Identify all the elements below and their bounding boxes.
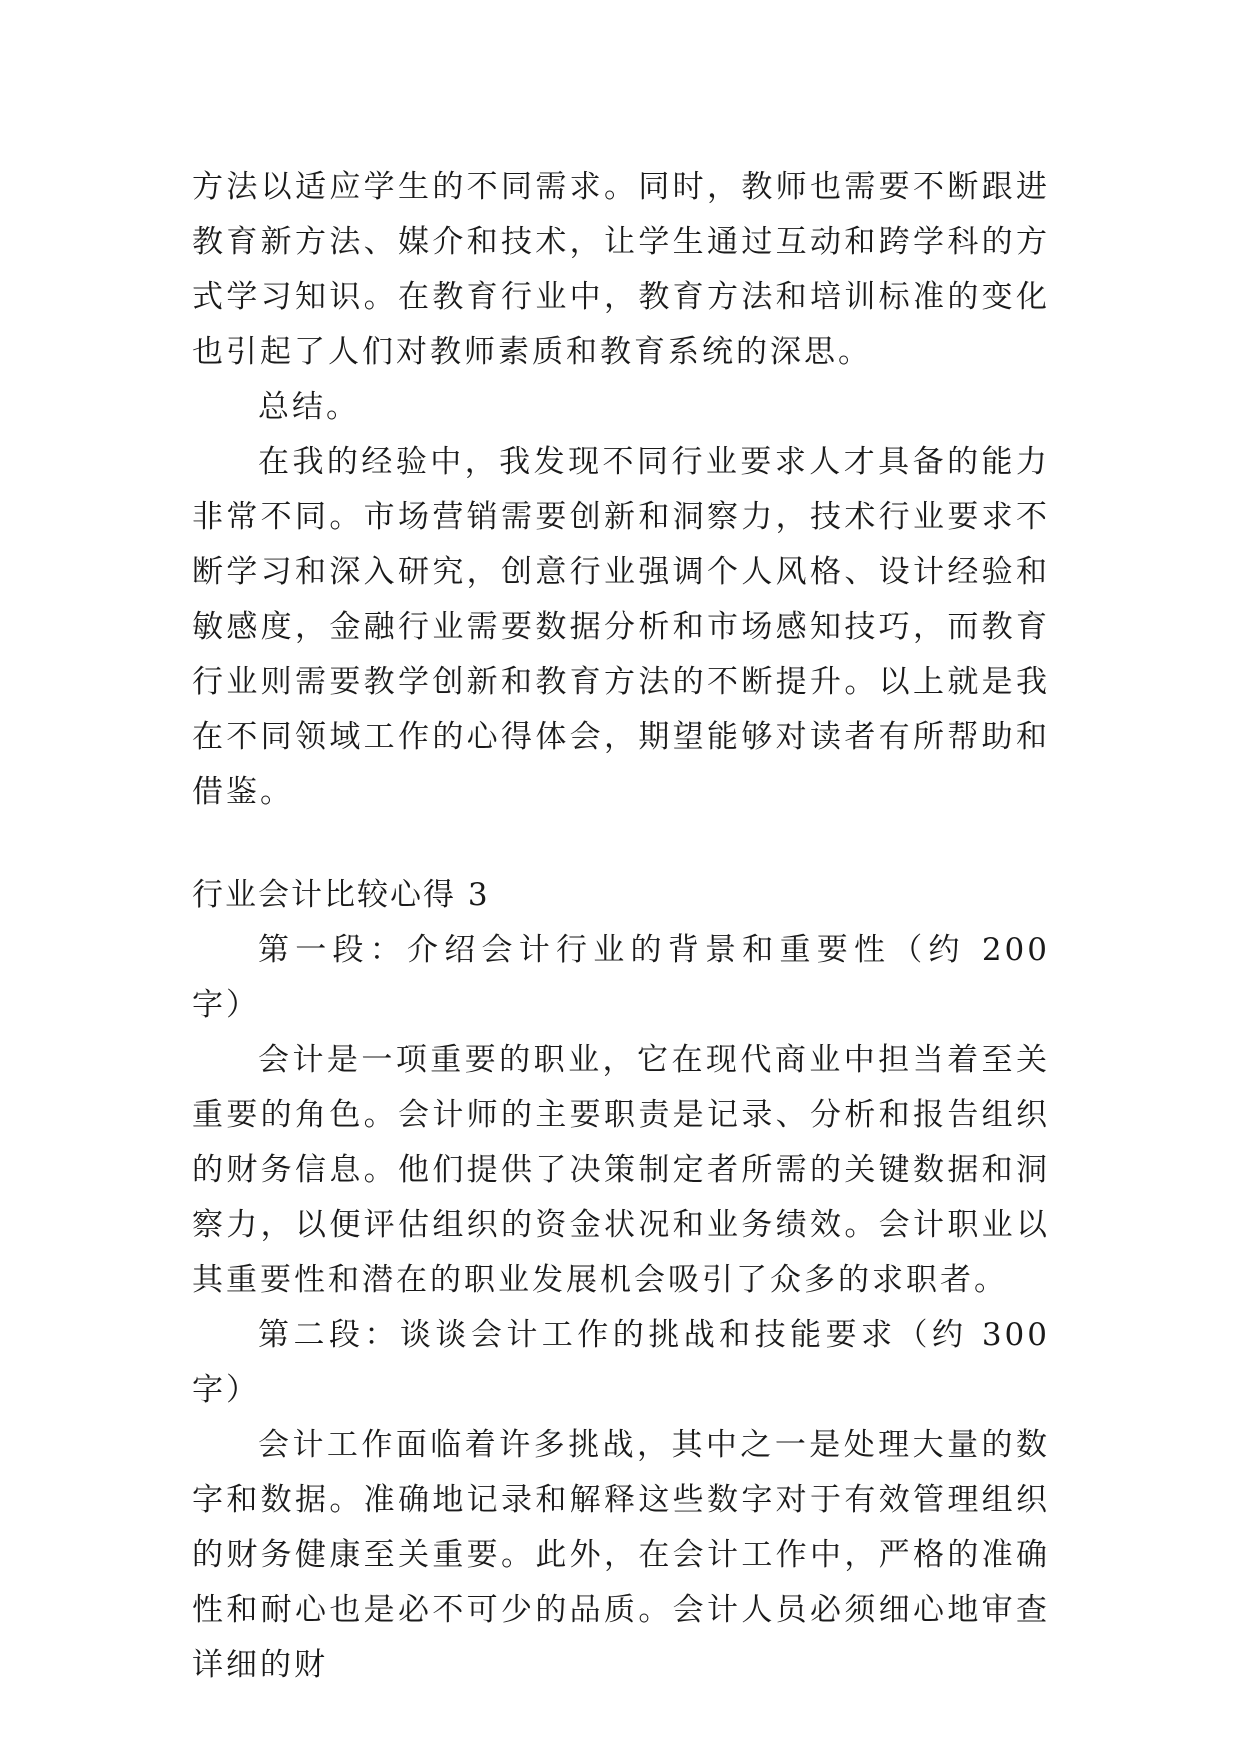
paragraph-summary-body: 在我的经验中，我发现不同行业要求人才具备的能力非常不同。市场营销需要创新和洞察力，技术行业要求不断学习和深入研究，创意行业强调个人风格、设计经验和敏感度，金融行业需要数据分析和市场感知技巧，而教育行业则需要教学创新和教育方法的不断提升。以上就是我在不同领域工作的心得体会，期望能够对读者有所帮助和借鉴。: [192, 444, 1050, 810]
paragraph-section2-heading: 第二段：谈谈会计工作的挑战和技能要求（约 300 字）: [192, 1317, 1050, 1408]
document-body: [192, 160, 1050, 1693]
paragraph-teaching-methods: 方法以适应学生的不同需求。同时，教师也需要不断跟进教育新方法、媒介和技术，让学生通过互动和跨学科的方式学习知识。在教育行业中，教育方法和培训标准的变化也引起了人们对教师素质和教育系统的深思。: [192, 169, 1050, 370]
section-title: 行业会计比较心得 3: [192, 877, 490, 913]
paragraph-summary-heading: 总结。: [258, 389, 360, 425]
paragraph-section2-body: 会计工作面临着许多挑战，其中之一是处理大量的数字和数据。准确地记录和解释这些数字对于有效管理组织的财务健康至关重要。此外，在会计工作中，严格的准确性和耐心也是必不可少的品质。会计人员必须细心地审查详细的财: [192, 1427, 1050, 1683]
paragraph-section1-heading: 第一段：介绍会计行业的背景和重要性（约 200 字）: [192, 932, 1050, 1023]
paragraph-section1-body: 会计是一项重要的职业，它在现代商业中担当着至关重要的角色。会计师的主要职责是记录、分析和报告组织的财务信息。他们提供了决策制定者所需的关键数据和洞察力，以便评估组织的资金状况和业务绩效。会计职业以其重要性和潜在的职业发展机会吸引了众多的求职者。: [192, 1042, 1050, 1298]
